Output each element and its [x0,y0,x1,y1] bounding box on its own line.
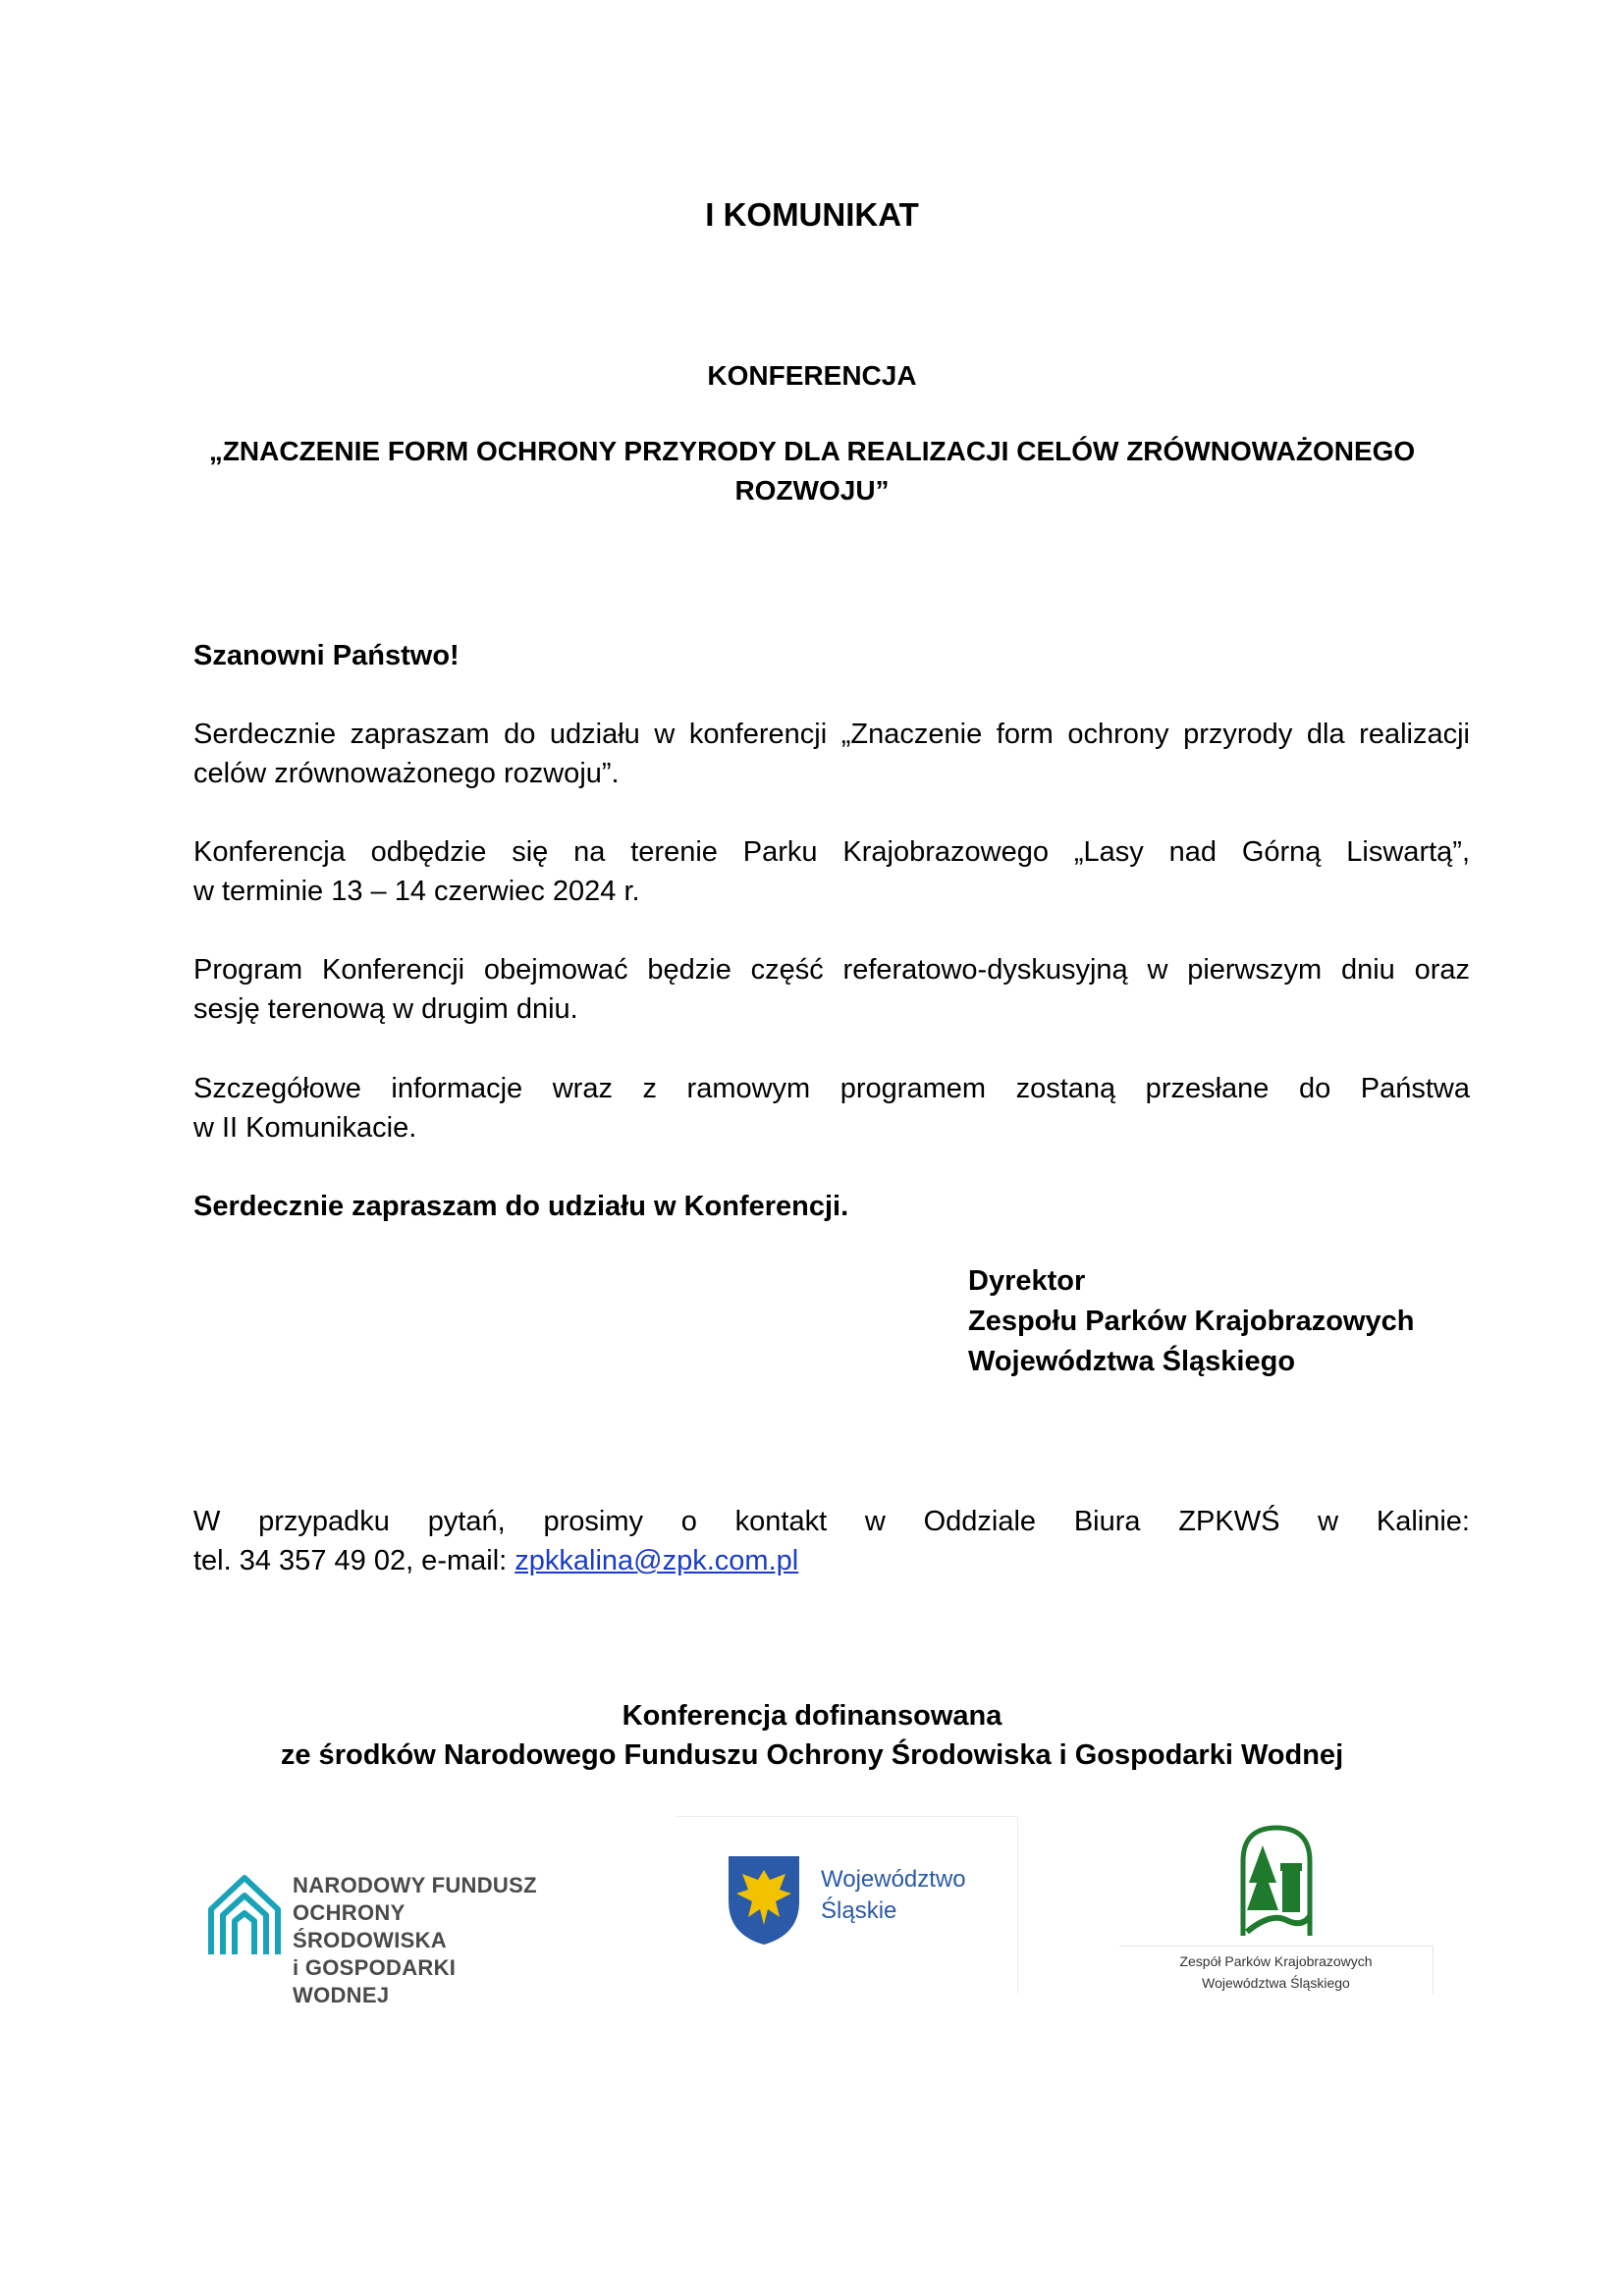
zpk-logo [1119,1816,1434,1993]
paragraph-program [193,950,1470,1029]
signature-block [968,1261,1414,1382]
paragraph-line: w terminie 13 – 14 czerwiec 2024 r. [193,876,640,907]
conference-label: KONFERENCJA [707,360,917,391]
paragraph-invitation [193,715,1470,793]
paragraph-line: celów zrównoważonego rozwoju”. [193,758,620,789]
paragraph-line: Konferencja odbędzie się na terenie Parku Krajobrazowego „Lasy nad Górną Liswartą”, [193,836,1470,868]
signature-line: Województwa Śląskiego [968,1346,1296,1377]
funding-note [0,1696,1624,1775]
paragraph-line: w II Komunikacie. [193,1112,417,1144]
funding-line: Konferencja dofinansowana [622,1700,1002,1732]
subject-line-2: ROZWOJU” [734,475,890,506]
funding-line: ze środków Narodowego Funduszu Ochrony Środowiska i Gospodarki Wodnej [280,1739,1344,1771]
document-title: I KOMUNIKAT [705,196,919,233]
paragraph-line: Szczegółowe informacje wraz z ramowym programem zostaną przesłane do Państwa [193,1073,1470,1104]
paragraph-line: sesję terenową w drugim dniu. [193,993,578,1025]
subject-line-1: „ZNACZENIE FORM OCHRONY PRZYRODY DLA REALIZACJI CELÓW ZRÓWNOWAŻONEGO [208,436,1416,466]
logo-text-line: NARODOWY FUNDUSZ [293,1873,537,1897]
conference-subject [0,432,1624,510]
paragraph-line: Program Konferencji obejmować będzie część referatowo-dyskusyjną w pierwszym dniu oraz [193,954,1470,986]
contact-phone: tel. 34 357 49 02, e-mail: [193,1545,515,1576]
logo-text-line: i GOSPODARKI WODNEJ [293,1955,457,2007]
paragraph-venue [193,832,1470,911]
logo-text-line: Województwo [821,1866,966,1893]
slask-logo-text [821,1864,966,1927]
slask-logo [676,1816,1018,1994]
logo-text-line: Województwa Śląskiego [1202,1975,1350,1991]
signature-line: Zespołu Parków Krajobrazowych [968,1306,1415,1337]
nfos-logo [201,1860,555,2007]
contact-line: W przypadku pytań, prosimy o kontakt w Oddziale Biura ZPKWŚ w Kalinie: [193,1506,1470,1537]
contact-email-link[interactable]: zpkkalina@zpk.com.pl [514,1545,799,1576]
closing-invitation: Serdecznie zapraszam do udziału w Konferencji. [193,1191,849,1222]
paragraph-details [193,1069,1470,1148]
zpk-logo-caption [1119,1946,1434,1995]
logo-text-line: Śląskie [821,1897,897,1924]
nfos-logo-text [293,1872,555,2009]
logo-text-line: OCHRONY ŚRODOWISKA [293,1900,447,1952]
signature-line: Dyrektor [968,1265,1086,1297]
paragraph-line: Serdecznie zapraszam do udziału w konferencji „Znaczenie form ochrony przyrody dla realizacji [193,719,1470,750]
contact-line [193,1541,1470,1580]
logo-text-line: Zespół Parków Krajobrazowych [1179,1953,1373,1969]
eagle-shield-icon [725,1852,803,1947]
greeting: Szanowni Państwo! [193,640,460,671]
forest-tower-icon [1237,1822,1316,1940]
nfos-emblem-icon [205,1870,284,1958]
contact-info [193,1502,1470,1580]
